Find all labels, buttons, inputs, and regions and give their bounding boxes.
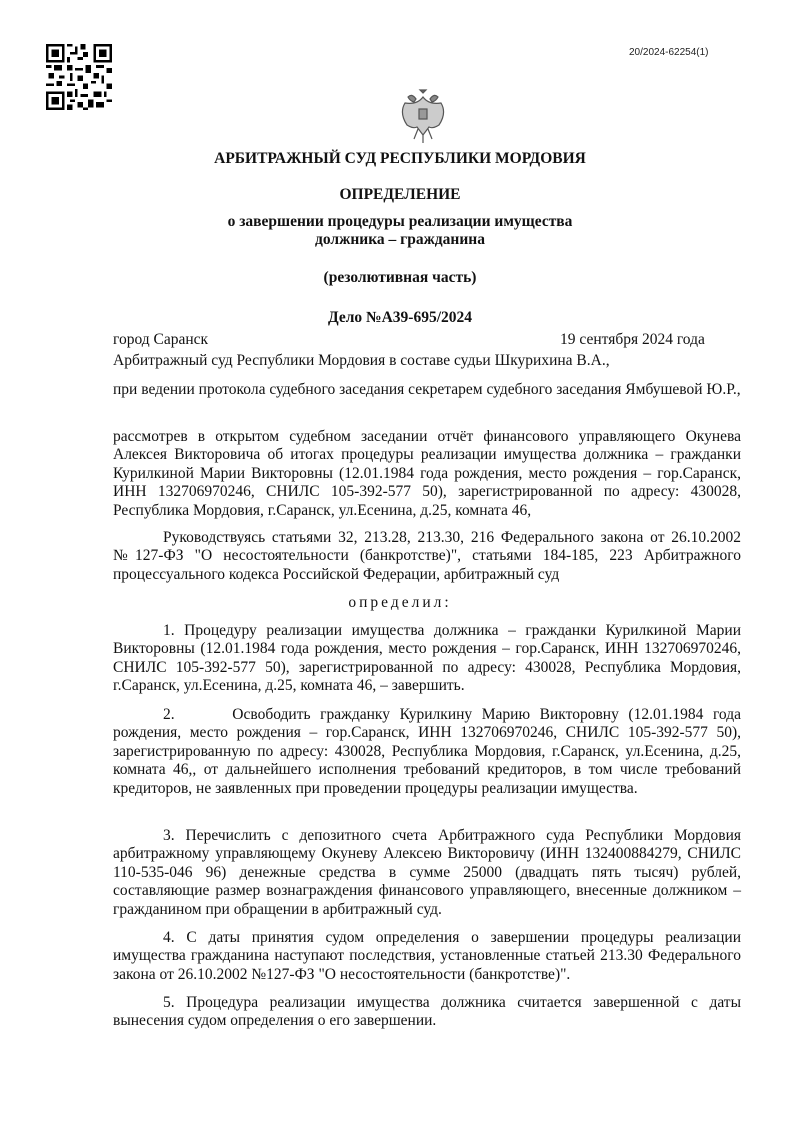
case-number: Дело №А39-695/2024	[327, 309, 473, 326]
document-part: (резолютивная часть)	[323, 269, 477, 286]
decision-heading: определил:	[348, 594, 452, 611]
document-title: ОПРЕДЕЛЕНИЕ	[339, 186, 461, 203]
coat-of-arms-icon	[398, 87, 448, 145]
decision-item-2: 2. Освободить гражданку Курилкину Марию Викторовну (12.01.1984 года рождения, место рождения – гор.Саранск, ИНН 132706970246, СНИЛС 105-392-577 50), зарегистрированную по адресу: 430028, Республика Мордовия, г.Саранск, ул.Есенина, д.25, комната 46,, от дальнейшего исполнения требований кредиторов, в том числе требований кредиторов, не заявленных при проведении процедуры реализации имущества.	[113, 706, 745, 797]
document-subject	[0, 213, 800, 249]
decision-item-5: 5. Процедура реализации имущества должника считается завершенной с даты вынесения судом определения о его завершении.	[113, 994, 741, 1030]
document-id: 20/2024-62254(1)	[629, 47, 709, 58]
court-composition: Арбитражный суд Республики Мордовия в составе судьи Шкурихина В.А.,	[113, 352, 610, 369]
decision-item-1: 1. Процедуру реализации имущества должника – гражданки Курилкиной Марии Викторовны (12.01.1984 года рождения, место рождения – гор.Саранск, ИНН 132706970246, СНИЛС 105-392-577 50), зарегистрированной по адресу: 430028, Республика Мордовия, г.Саранск, ул.Есенина, д.25, комната 46, – завершить.	[113, 622, 741, 695]
date: 19 сентября 2024 года	[560, 331, 705, 348]
considered-paragraph: рассмотрев в открытом судебном заседании отчёт финансового управляющего Окунева Алексея Викторовича об итогах процедуры реализации имущества должника – гражданки Курилкиной Марии Викторовны (12.01.1984 года рождения, место рождения – гор.Саранск, ИНН 132706970246, СНИЛС 105-392-577 50), зарегистрированной по адресу: 430028, Республика Мордовия, г.Саранск, ул.Есенина, д.25, комната 46,	[113, 428, 741, 519]
guided-paragraph: Руководствуясь статьями 32, 213.28, 213.30, 216 Федерального закона от 26.10.2002 №127-ФЗ "О несостоятельности (банкротстве)", статьями 184-185, 223 Арбитражного процессуального кодекса Российской Федерации, арбитражный суд	[113, 529, 741, 583]
subject-line-2: должника – гражданина	[315, 231, 485, 248]
qr-code-icon	[46, 44, 112, 110]
secretary-paragraph: при ведении протокола судебного заседания секретарем судебного заседания Ямбушевой Ю.Р.,	[113, 381, 741, 398]
city: город Саранск	[113, 331, 209, 348]
decision-item-4: 4. С даты принятия судом определения о завершении процедуры реализации имущества гражданина наступают последствия, установленные статьей 213.30 Федерального закона от 26.10.2002 №127-ФЗ "О несостоятельности (банкротстве)".	[113, 929, 741, 983]
court-name: АРБИТРАЖНЫЙ СУД РЕСПУБЛИКИ МОРДОВИЯ	[214, 150, 586, 167]
subject-line-1: о завершении процедуры реализации имущества	[227, 213, 573, 230]
decision-item-3: 3. Перечислить с депозитного счета Арбитражного суда Республики Мордовия арбитражному управляющему Окуневу Алексею Викторовичу (ИНН 132400884279, СНИЛС 110-535-046 96) денежные средства в сумме 25000 (двадцать пять тысяч) рублей, составляющие размер вознаграждения финансового управляющего, внесенные должником – гражданином при обращении в арбитражный суд.	[113, 827, 741, 918]
